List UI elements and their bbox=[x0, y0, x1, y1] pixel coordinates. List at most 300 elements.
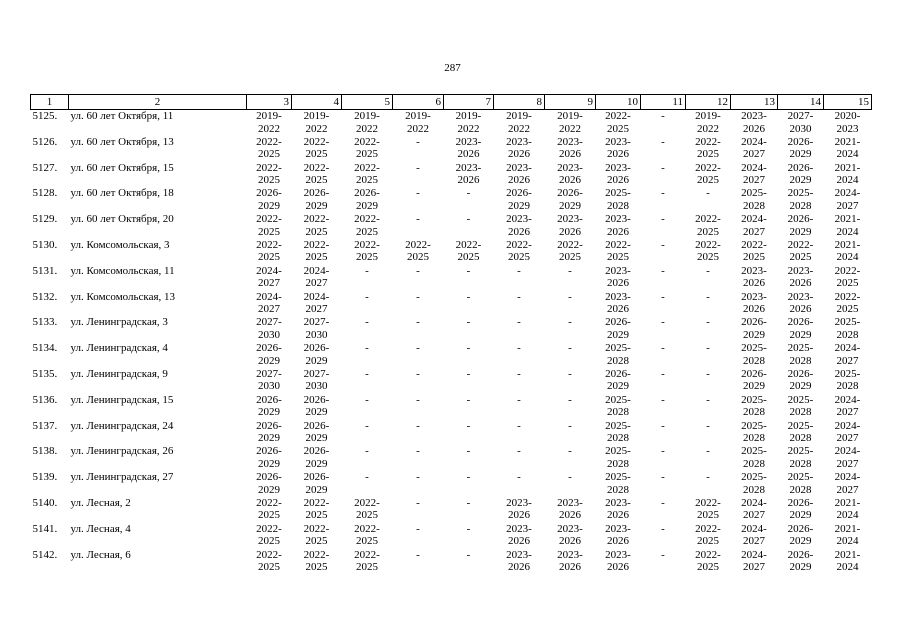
period-cell-col-12: - bbox=[706, 342, 710, 355]
period-cell-col-4: 2026- 2029 bbox=[303, 187, 330, 212]
period-cell-col-14: 2025- 2028 bbox=[787, 393, 814, 419]
period-cell-col-5: 2026- 2029 bbox=[354, 187, 380, 212]
row-number: 5141. bbox=[32, 522, 58, 535]
period-cell-col-12: - bbox=[706, 419, 710, 432]
period-cell-col-11: - bbox=[661, 496, 665, 509]
period-cell-col-5: 2022- 2025 bbox=[354, 161, 380, 187]
period-cell-col-9: 2023- 2026 bbox=[557, 161, 583, 187]
table-row bbox=[31, 445, 872, 471]
period-cell-col-13: 2025- 2028 bbox=[741, 419, 767, 445]
period-cell-col-9: - bbox=[568, 342, 572, 355]
column-header-4: 4 bbox=[292, 95, 342, 110]
period-cell-col-5: - bbox=[365, 290, 369, 303]
period-cell-col-6: - bbox=[416, 187, 420, 200]
period-cell-col-4: 2022- 2025 bbox=[303, 496, 330, 522]
period-cell-col-7: - bbox=[466, 471, 471, 484]
period-cell-col-5: 2022- 2025 bbox=[354, 522, 380, 548]
period-cell-col-6: - bbox=[416, 264, 420, 277]
period-cell-col-14: 2025- 2028 bbox=[787, 187, 814, 212]
period-cell-col-15: 2021- 2024 bbox=[834, 238, 861, 264]
row-address: ул. 60 лет Октября, 18 bbox=[70, 187, 174, 200]
period-cell-col-11: - bbox=[661, 548, 665, 561]
table-row bbox=[31, 497, 872, 523]
period-cell-col-8: 2019- 2022 bbox=[506, 110, 532, 135]
period-cell-col-10: 2022- 2025 bbox=[605, 110, 631, 135]
period-cell-col-6: - bbox=[416, 161, 420, 174]
period-cell-col-6: - bbox=[416, 419, 420, 432]
period-cell-col-8: 2023- 2026 bbox=[506, 522, 532, 548]
period-cell-col-14: 2026- 2029 bbox=[787, 135, 814, 161]
table-row bbox=[31, 394, 872, 420]
period-cell-col-15: 2025- 2028 bbox=[834, 367, 861, 393]
period-cell-col-13: 2024- 2027 bbox=[741, 496, 767, 522]
period-cell-col-11: - bbox=[661, 342, 665, 355]
period-cell-col-5: 2022- 2025 bbox=[354, 135, 380, 161]
period-cell-col-7: - bbox=[466, 393, 471, 406]
period-cell-col-4: 2022- 2025 bbox=[303, 522, 330, 548]
period-cell-col-11: - bbox=[661, 367, 665, 380]
period-cell-col-9: 2022- 2025 bbox=[557, 238, 583, 264]
period-cell-col-7: - bbox=[466, 290, 471, 303]
period-cell-col-14: 2026- 2029 bbox=[787, 367, 814, 393]
period-cell-col-12: 2022- 2025 bbox=[695, 161, 721, 187]
row-number: 5130. bbox=[32, 238, 58, 251]
period-cell-col-7: - bbox=[466, 342, 471, 355]
period-cell-col-10: 2025- 2028 bbox=[605, 342, 631, 367]
period-cell-col-7: - bbox=[466, 548, 471, 561]
period-cell-col-7: - bbox=[466, 445, 471, 458]
period-cell-col-14: 2026- 2029 bbox=[787, 496, 814, 522]
period-cell-col-13: 2026- 2029 bbox=[741, 367, 767, 393]
row-number: 5126. bbox=[32, 135, 58, 148]
table-row bbox=[31, 420, 872, 446]
period-cell-col-3: 2022- 2025 bbox=[256, 135, 282, 161]
period-cell-col-15: 2021- 2024 bbox=[834, 161, 861, 187]
period-cell-col-6: - bbox=[416, 471, 420, 484]
period-cell-col-7: - bbox=[466, 419, 471, 432]
period-cell-col-3: 2026- 2029 bbox=[256, 445, 282, 470]
row-address: ул. Лесная, 4 bbox=[70, 522, 131, 535]
period-cell-col-11: - bbox=[661, 110, 665, 122]
period-cell-col-11: - bbox=[661, 161, 665, 174]
row-address: ул. Ленинградская, 15 bbox=[70, 393, 174, 406]
period-cell-col-3: 2026- 2029 bbox=[256, 419, 282, 445]
column-header-8: 8 bbox=[494, 95, 545, 110]
period-cell-col-8: - bbox=[517, 367, 521, 380]
period-cell-col-15: 2024- 2027 bbox=[834, 445, 861, 470]
period-cell-col-11: - bbox=[661, 316, 665, 329]
period-cell-col-4: 2022- 2025 bbox=[303, 238, 330, 264]
period-cell-col-8: - bbox=[517, 445, 521, 458]
period-cell-col-9: - bbox=[568, 445, 572, 458]
period-cell-col-10: 2025- 2028 bbox=[605, 445, 631, 470]
row-address: ул. Ленинградская, 26 bbox=[70, 445, 174, 458]
period-cell-col-5: - bbox=[365, 316, 369, 329]
period-cell-col-3: 2022- 2025 bbox=[256, 522, 282, 548]
table-row bbox=[31, 523, 872, 549]
period-cell-col-4: 2022- 2025 bbox=[303, 161, 330, 187]
period-cell-col-7: 2019- 2022 bbox=[455, 110, 482, 135]
period-cell-col-13: 2024- 2027 bbox=[741, 548, 767, 574]
period-cell-col-12: - bbox=[706, 471, 710, 484]
period-cell-col-4: 2019- 2022 bbox=[303, 110, 330, 135]
period-cell-col-12: - bbox=[706, 367, 710, 380]
period-cell-col-5: - bbox=[365, 264, 369, 277]
period-cell-col-3: 2019- 2022 bbox=[256, 110, 282, 135]
period-cell-col-14: 2027- 2030 bbox=[787, 110, 814, 135]
period-cell-col-6: - bbox=[416, 445, 420, 458]
period-cell-col-10: 2022- 2025 bbox=[605, 238, 631, 264]
column-header-1: 1 bbox=[31, 95, 69, 110]
period-cell-col-8: 2023- 2026 bbox=[506, 161, 532, 187]
table-row bbox=[31, 162, 872, 188]
period-cell-col-9: - bbox=[568, 393, 572, 406]
period-cell-col-9: 2023- 2026 bbox=[557, 522, 583, 548]
period-cell-col-11: - bbox=[661, 471, 665, 484]
row-address: ул. Комсомольская, 13 bbox=[70, 290, 176, 303]
period-cell-col-8: 2023- 2026 bbox=[506, 548, 532, 574]
period-cell-col-12: - bbox=[706, 393, 710, 406]
table-row bbox=[31, 187, 872, 213]
period-cell-col-10: 2023- 2026 bbox=[605, 496, 631, 522]
row-number: 5132. bbox=[32, 290, 58, 303]
period-cell-col-6: - bbox=[416, 522, 420, 535]
row-number: 5134. bbox=[32, 342, 58, 355]
period-cell-col-5: - bbox=[365, 445, 369, 458]
period-cell-col-4: 2026- 2029 bbox=[303, 342, 330, 367]
period-cell-col-15: 2021- 2024 bbox=[834, 548, 861, 574]
period-cell-col-6: 2022- 2025 bbox=[405, 238, 431, 264]
header-row bbox=[31, 95, 872, 110]
period-cell-col-13: 2025- 2028 bbox=[741, 342, 767, 367]
period-cell-col-15: 2024- 2027 bbox=[834, 342, 861, 367]
period-cell-col-9: - bbox=[568, 316, 572, 329]
row-address: ул. Лесная, 6 bbox=[70, 548, 131, 561]
period-cell-col-5: - bbox=[365, 342, 369, 355]
row-address: ул. Ленинградская, 3 bbox=[70, 316, 168, 329]
period-cell-col-4: 2026- 2029 bbox=[303, 419, 330, 445]
row-address: ул. Ленинградская, 24 bbox=[70, 419, 174, 432]
table-row bbox=[31, 368, 872, 394]
period-cell-col-15: 2021- 2024 bbox=[834, 522, 861, 548]
row-address: ул. Комсомольская, 3 bbox=[70, 238, 170, 251]
period-cell-col-5: - bbox=[365, 419, 369, 432]
period-cell-col-11: - bbox=[661, 290, 665, 303]
period-cell-col-14: 2025- 2028 bbox=[787, 445, 814, 470]
row-number: 5138. bbox=[32, 445, 58, 458]
row-number: 5128. bbox=[32, 187, 58, 200]
row-address: ул. Ленинградская, 27 bbox=[70, 471, 174, 484]
period-cell-col-7: 2023- 2026 bbox=[455, 161, 482, 187]
period-cell-col-8: 2023- 2026 bbox=[506, 496, 532, 522]
period-cell-col-15: 2024- 2027 bbox=[834, 419, 861, 445]
period-cell-col-11: - bbox=[661, 238, 665, 251]
period-cell-col-6: 2019- 2022 bbox=[405, 110, 431, 135]
period-cell-col-14: 2023- 2026 bbox=[787, 264, 814, 290]
period-cell-col-5: - bbox=[365, 471, 369, 484]
period-cell-col-8: - bbox=[517, 342, 521, 355]
period-cell-col-10: 2023- 2026 bbox=[605, 522, 631, 548]
period-cell-col-8: - bbox=[517, 471, 521, 484]
period-cell-col-10: 2026- 2029 bbox=[605, 367, 631, 393]
period-cell-col-9: - bbox=[568, 264, 572, 277]
period-cell-col-11: - bbox=[661, 264, 665, 277]
period-cell-col-3: 2026- 2029 bbox=[256, 342, 282, 367]
row-address: ул. Лесная, 2 bbox=[70, 496, 131, 509]
period-cell-col-3: 2022- 2025 bbox=[256, 496, 282, 522]
period-cell-col-8: - bbox=[517, 316, 521, 329]
period-cell-col-12: 2022- 2025 bbox=[695, 548, 721, 574]
period-cell-col-3: 2027- 2030 bbox=[256, 367, 282, 393]
period-cell-col-15: 2022- 2025 bbox=[834, 290, 861, 316]
table-row bbox=[31, 316, 872, 342]
period-cell-col-9: - bbox=[568, 367, 572, 380]
period-cell-col-14: 2025- 2028 bbox=[787, 419, 814, 445]
period-cell-col-14: 2026- 2029 bbox=[787, 522, 814, 548]
period-cell-col-10: 2025- 2028 bbox=[605, 187, 631, 212]
period-cell-col-3: 2022- 2025 bbox=[256, 548, 282, 574]
period-cell-col-9: 2023- 2026 bbox=[557, 496, 583, 522]
period-cell-col-10: 2023- 2026 bbox=[605, 264, 631, 290]
period-cell-col-13: 2024- 2027 bbox=[741, 135, 767, 161]
period-cell-col-14: 2026- 2029 bbox=[787, 316, 814, 341]
page-number: 287 bbox=[444, 62, 461, 74]
column-header-6: 6 bbox=[393, 95, 444, 110]
period-cell-col-10: 2025- 2028 bbox=[605, 471, 631, 496]
period-cell-col-12: 2022- 2025 bbox=[695, 238, 721, 264]
period-cell-col-9: - bbox=[568, 471, 572, 484]
period-cell-col-11: - bbox=[661, 419, 665, 432]
period-cell-col-11: - bbox=[661, 187, 665, 200]
period-cell-col-7: - bbox=[466, 187, 471, 200]
period-cell-col-7: - bbox=[466, 316, 471, 329]
period-cell-col-10: 2025- 2028 bbox=[605, 419, 631, 445]
period-cell-col-15: 2020- 2023 bbox=[834, 110, 861, 135]
period-cell-col-6: - bbox=[416, 213, 420, 226]
row-number: 5135. bbox=[32, 367, 58, 380]
period-cell-col-5: - bbox=[365, 367, 369, 380]
period-cell-col-9: - bbox=[568, 290, 572, 303]
period-cell-col-9: 2023- 2026 bbox=[557, 135, 583, 161]
period-cell-col-12: 2022- 2025 bbox=[695, 496, 721, 522]
row-number: 5137. bbox=[32, 419, 58, 432]
period-cell-col-3: 2022- 2025 bbox=[256, 213, 282, 238]
row-address: ул. 60 лет Октября, 13 bbox=[70, 135, 174, 148]
period-cell-col-5: - bbox=[365, 393, 369, 406]
period-cell-col-7: - bbox=[466, 522, 471, 535]
period-cell-col-6: - bbox=[416, 393, 420, 406]
period-cell-col-10: 2023- 2026 bbox=[605, 135, 631, 161]
period-cell-col-11: - bbox=[661, 213, 665, 226]
table-row bbox=[31, 136, 872, 162]
period-cell-col-11: - bbox=[661, 522, 665, 535]
period-cell-col-6: - bbox=[416, 496, 420, 509]
period-cell-col-13: 2022- 2025 bbox=[741, 238, 767, 264]
row-number: 5139. bbox=[32, 471, 58, 484]
row-number: 5129. bbox=[32, 213, 58, 226]
period-cell-col-7: 2022- 2025 bbox=[455, 238, 482, 264]
row-number: 5125. bbox=[32, 110, 58, 122]
period-cell-col-15: 2022- 2025 bbox=[834, 264, 861, 290]
period-cell-col-3: 2026- 2029 bbox=[256, 187, 282, 212]
period-cell-col-12: 2019- 2022 bbox=[695, 110, 721, 135]
period-cell-col-13: 2025- 2028 bbox=[741, 445, 767, 470]
period-cell-col-12: 2022- 2025 bbox=[695, 135, 721, 161]
period-cell-col-6: - bbox=[416, 135, 420, 148]
table-row bbox=[31, 213, 872, 239]
period-cell-col-13: 2024- 2027 bbox=[741, 522, 767, 548]
period-cell-col-13: 2025- 2028 bbox=[741, 187, 767, 212]
column-header-12: 12 bbox=[686, 95, 731, 110]
period-cell-col-9: 2023- 2026 bbox=[557, 213, 583, 238]
period-cell-col-7: - bbox=[466, 367, 471, 380]
period-cell-col-6: - bbox=[416, 290, 420, 303]
period-cell-col-8: - bbox=[517, 393, 521, 406]
period-cell-col-5: 2022- 2025 bbox=[354, 213, 380, 238]
period-cell-col-11: - bbox=[661, 393, 665, 406]
period-cell-col-4: 2026- 2029 bbox=[303, 471, 330, 496]
period-cell-col-4: 2024- 2027 bbox=[303, 264, 330, 290]
row-number: 5127. bbox=[32, 161, 58, 174]
row-number: 5136. bbox=[32, 393, 58, 406]
period-cell-col-4: 2022- 2025 bbox=[303, 135, 330, 161]
period-cell-col-9: 2026- 2029 bbox=[557, 187, 583, 212]
period-cell-col-7: - bbox=[466, 264, 471, 277]
table-row bbox=[31, 239, 872, 265]
period-cell-col-7: - bbox=[466, 496, 471, 509]
period-cell-col-10: 2026- 2029 bbox=[605, 316, 631, 341]
period-cell-col-14: 2025- 2028 bbox=[787, 342, 814, 367]
period-cell-col-8: - bbox=[517, 290, 521, 303]
period-cell-col-3: 2026- 2029 bbox=[256, 471, 282, 496]
period-cell-col-13: 2025- 2028 bbox=[741, 393, 767, 419]
table-row bbox=[31, 471, 872, 497]
period-cell-col-13: 2023- 2026 bbox=[741, 110, 767, 135]
row-number: 5142. bbox=[32, 548, 58, 561]
period-cell-col-6: - bbox=[416, 342, 420, 355]
table-row bbox=[31, 110, 872, 136]
table-row bbox=[31, 291, 872, 317]
row-number: 5131. bbox=[32, 264, 58, 277]
period-cell-col-15: 2021- 2024 bbox=[834, 496, 861, 522]
row-address: ул. 60 лет Октября, 15 bbox=[70, 161, 174, 174]
period-cell-col-11: - bbox=[661, 445, 665, 458]
period-cell-col-3: 2022- 2025 bbox=[256, 238, 282, 264]
period-cell-col-12: 2022- 2025 bbox=[695, 522, 721, 548]
period-cell-col-15: 2024- 2027 bbox=[834, 471, 861, 496]
period-cell-col-7: 2023- 2026 bbox=[455, 135, 482, 161]
period-cell-col-14: 2026- 2029 bbox=[787, 213, 814, 238]
period-cell-col-5: 2019- 2022 bbox=[354, 110, 380, 135]
period-cell-col-7: - bbox=[466, 213, 471, 226]
period-cell-col-5: 2022- 2025 bbox=[354, 496, 380, 522]
row-address: ул. Ленинградская, 9 bbox=[70, 367, 168, 380]
period-cell-col-13: 2023- 2026 bbox=[741, 290, 767, 316]
period-cell-col-12: - bbox=[706, 290, 710, 303]
period-cell-col-4: 2027- 2030 bbox=[303, 316, 330, 341]
column-header-3: 3 bbox=[247, 95, 292, 110]
table-row bbox=[31, 549, 872, 575]
period-cell-col-14: 2023- 2026 bbox=[787, 290, 814, 316]
table-header bbox=[31, 95, 872, 110]
column-header-11: 11 bbox=[641, 95, 686, 110]
period-cell-col-9: 2019- 2022 bbox=[557, 110, 583, 135]
period-cell-col-4: 2022- 2025 bbox=[303, 213, 330, 238]
period-cell-col-9: - bbox=[568, 419, 572, 432]
period-cell-col-15: 2024- 2027 bbox=[834, 187, 861, 212]
period-cell-col-8: - bbox=[517, 419, 521, 432]
period-cell-col-3: 2022- 2025 bbox=[256, 161, 282, 187]
period-cell-col-13: 2023- 2026 bbox=[741, 264, 767, 290]
repair-schedule-table bbox=[30, 94, 872, 574]
period-cell-col-5: 2022- 2025 bbox=[354, 238, 380, 264]
period-cell-col-3: 2027- 2030 bbox=[256, 316, 282, 341]
table-row bbox=[31, 342, 872, 368]
period-cell-col-4: 2026- 2029 bbox=[303, 393, 330, 419]
period-cell-col-8: 2022- 2025 bbox=[506, 238, 532, 264]
column-header-7: 7 bbox=[444, 95, 494, 110]
period-cell-col-4: 2027- 2030 bbox=[303, 367, 330, 393]
period-cell-col-14: 2026- 2029 bbox=[787, 548, 814, 574]
column-header-5: 5 bbox=[342, 95, 393, 110]
table-body bbox=[31, 110, 872, 575]
column-header-15: 15 bbox=[824, 95, 872, 110]
period-cell-col-8: - bbox=[517, 264, 521, 277]
period-cell-col-13: 2024- 2027 bbox=[741, 213, 767, 238]
period-cell-col-10: 2025- 2028 bbox=[605, 393, 631, 419]
table-row bbox=[31, 265, 872, 291]
period-cell-col-12: - bbox=[706, 445, 710, 458]
period-cell-col-13: 2024- 2027 bbox=[741, 161, 767, 187]
column-header-9: 9 bbox=[545, 95, 596, 110]
period-cell-col-12: - bbox=[706, 187, 710, 200]
period-cell-col-13: 2025- 2028 bbox=[741, 471, 767, 496]
period-cell-col-10: 2023- 2026 bbox=[605, 290, 631, 316]
period-cell-col-4: 2022- 2025 bbox=[303, 548, 330, 574]
row-address: ул. 60 лет Октября, 20 bbox=[70, 213, 174, 226]
period-cell-col-8: 2023- 2026 bbox=[506, 135, 532, 161]
period-cell-col-14: 2022- 2025 bbox=[787, 238, 814, 264]
period-cell-col-11: - bbox=[661, 135, 665, 148]
column-header-14: 14 bbox=[778, 95, 824, 110]
period-cell-col-4: 2026- 2029 bbox=[303, 445, 330, 470]
period-cell-col-8: 2026- 2029 bbox=[506, 187, 532, 212]
period-cell-col-15: 2024- 2027 bbox=[834, 393, 861, 419]
period-cell-col-12: 2022- 2025 bbox=[695, 213, 721, 238]
row-address: ул. 60 лет Октября, 11 bbox=[70, 110, 174, 122]
period-cell-col-14: 2026- 2029 bbox=[787, 161, 814, 187]
period-cell-col-6: - bbox=[416, 367, 420, 380]
period-cell-col-10: 2023- 2026 bbox=[605, 161, 631, 187]
period-cell-col-3: 2024- 2027 bbox=[256, 290, 282, 316]
column-header-13: 13 bbox=[731, 95, 778, 110]
period-cell-col-15: 2021- 2024 bbox=[834, 213, 861, 238]
column-header-10: 10 bbox=[596, 95, 641, 110]
period-cell-col-4: 2024- 2027 bbox=[303, 290, 330, 316]
period-cell-col-8: 2023- 2026 bbox=[506, 213, 532, 238]
period-cell-col-12: - bbox=[706, 316, 710, 329]
period-cell-col-5: 2022- 2025 bbox=[354, 548, 380, 574]
period-cell-col-15: 2025- 2028 bbox=[834, 316, 861, 341]
period-cell-col-3: 2024- 2027 bbox=[256, 264, 282, 290]
row-number: 5133. bbox=[32, 316, 58, 329]
row-address: ул. Ленинградская, 4 bbox=[70, 342, 168, 355]
period-cell-col-3: 2026- 2029 bbox=[256, 393, 282, 419]
period-cell-col-15: 2021- 2024 bbox=[834, 135, 861, 161]
period-cell-col-13: 2026- 2029 bbox=[741, 316, 767, 341]
period-cell-col-12: - bbox=[706, 264, 710, 277]
column-header-2: 2 bbox=[69, 95, 247, 110]
